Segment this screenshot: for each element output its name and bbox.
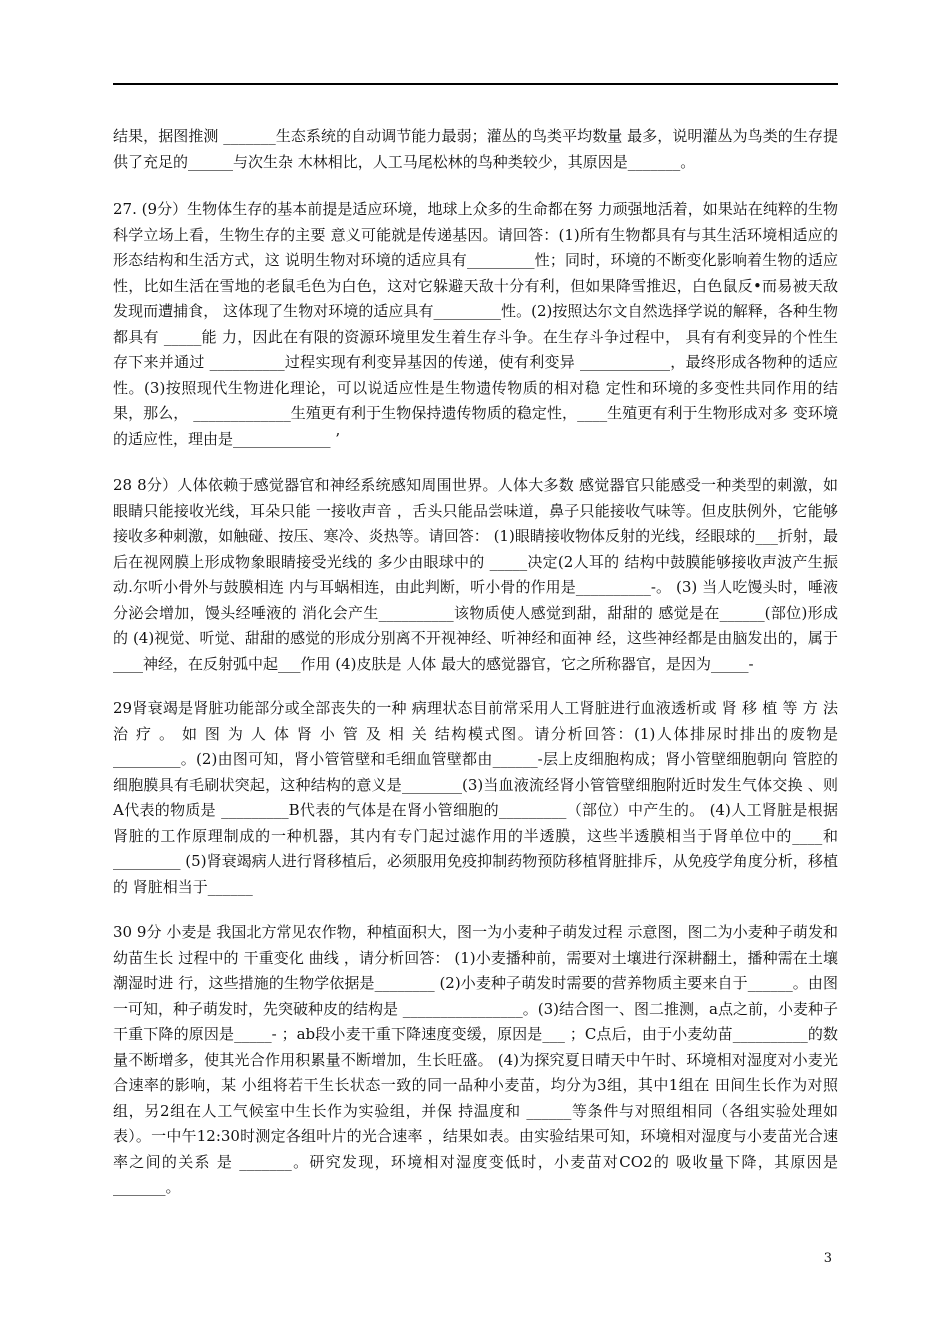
header-rule xyxy=(113,83,838,85)
question-30 xyxy=(113,920,838,1201)
question-27 xyxy=(113,197,838,452)
question-29 xyxy=(113,696,838,900)
paragraph-text: 29肾衰竭是肾脏功能部分或全部丧失的一种 病理状态目前常采用人工肾脏进行血液透析或 肾 移 植 等 方 法 治 疗 。 如 图 为 人 体 肾 小 管 及 相 关 结构模式图。请分析回答：(1)人体排尿时排出的废物是_________。(2)由图可知，肾小管管壁和毛细血管壁都由______-层上皮细胞构成；肾小管壁细胞朝向 管腔的细胞膜具有毛刷状突起，这种结构的意义是________(3)当血液流经肾小管管壁细胞附近时发生气体交换 、则A代表的物质是 _________B代表的气体是在肾小管细胞的_________（部位）中产生的。 (4)人工肾脏是根据肾脏的工作原理制成的一种机器，其内有专门起过滤作用的半透膜，这些半透膜相当于肾单位中的____和_________ (5)肾衰竭病人进行肾移植后，必须服用免疫抑制药物预防移植肾脏排斥，从免疫学角度分析，移植的 肾脏相当于______ xyxy=(113,699,838,896)
paragraph-text: 28 8分）人体依赖于感觉器官和神经系统感知周围世界。人体大多数 感觉器官只能感受一种类型的刺激，如眼睛只能接收光线，耳朵只能 一接收声音 ，舌头只能品尝味道，鼻子只能接收气味等。但皮肤例外，它能够接收多种刺激，如触碰、按压、寒冷、炎热等。请回答： (1)眼睛接收物体反射的光线，经眼球的___折射，最后在视网膜上形成物象眼睛接受光线的 多少由眼球中的 _____决定(2人耳的 结构中鼓膜能够接收声波产生振动.尔听小骨外与鼓膜相连 内与耳蜗相连，由此判断，听小骨的作用是__________-。 (3) 当人吃馒头时，唾液分泌会增加，馒头经唾液的 消化会产生__________该物质使人感觉到甜，甜甜的 感觉是在______(部位)形成的 (4)视觉、听觉、甜甜的感觉的形成分别离不开视神经、听神经和面神 经，这些神经都是由脑发出的，属于____神经，在反射弧中起___作用 (4)皮肤是 人体 最大的感觉器官，它之所称器官，是因为_____- xyxy=(113,476,838,673)
paragraph-text: 30 9分 小麦是 我国北方常见农作物，种植面积大，图一为小麦种子萌发过程 示意图，图二为小麦种子萌发和幼苗生长 过程中的 干重变化 曲线 ，请分析回答： (1)小麦播种前，需要对土壤进行深耕翻土，播种需在土壤潮湿时进 行，这些措施的生物学依据是________ (2)小麦种子萌发时需要的营养物质主要来自于______。由图一可知，种子萌发时，先突破种皮的结构是 ________________。(3)结合图一、图二推测，a点之前，小麦种子干重下降的原因是_____- ；ab段小麦干重下降速度变缓，原因是___ ；C点后，由于小麦幼苗__________的数量不断增多，使其光合作用积累量不断增加，生长旺盛。 (4)为探究夏日晴天中午时、环境相对湿度对小麦光合速率的影响，某 小组将若干生长状态一致的同一品种小麦苗，均分为3组，其中1组在 田间生长作为对照组，另2组在人工气候室中生长作为实验组，并保 持温度和 ______等条件与对照组相同（各组实验处理如表）。一中午12:30时测定各组叶片的光合速率 ，结果如表。由实验结果可知，环境相对湿度与小麦苗光合速率之间的关系 是 _______。研究发现，环境相对湿度变低时，小麦苗对CO2的 吸收量下降，其原因是_______。 xyxy=(113,923,838,1196)
page-number: 3 xyxy=(823,1251,832,1266)
question-26-continuation xyxy=(113,124,838,175)
question-28 xyxy=(113,473,838,677)
paragraph-text: 结果，据图推测 _______生态系统的自动调节能力最弱；灌丛的鸟类平均数量 最多，说明灌丛为鸟类的生存提供了充足的______与次生杂 木林相比，人工马尾松林的鸟种类较少，其原因是_______。 xyxy=(113,127,838,171)
paragraph-text: 27. (9分）生物体生存的基本前提是适应环境，地球上众多的生命都在努 力顽强地活着，如果站在纯粹的生物科学立场上看，生物生存的主要 意义可能就是传递基因。请回答：(1)所有生物都具有与其生活环境相适应的形态结构和生活方式，这 说明生物对环境的适应具有_________性；同时，环境的不断变化影响着生物的适应性，比如生活在雪地的老鼠毛色为白色，这对它躲避天敌十分有利，但如果降雪推迟，白色鼠反•而易被天敌发现而遭捕食， 这体现了生物对环境的适应具有_________性。(2)按照达尔文自然选择学说的解释，各种生物都具有 _____能 力，因此在有限的资源环境里发生着生存斗争。在生存斗争过程中， 具有有利变异的个性生存下来并通过 __________过程实现有利变异基因的传递，使有利变异 ____________，最终形成各物种的适应性。(3)按照现代生物进化理论，可以说适应性是生物遗传物质的相对稳 定性和环境的多变性共同作用的结果，那么， _____________生殖更有利于生物保持遗传物质的稳定性，____生殖更有利于生物形成对多 变环境的适应性，理由是_____________ ’ xyxy=(113,200,838,448)
